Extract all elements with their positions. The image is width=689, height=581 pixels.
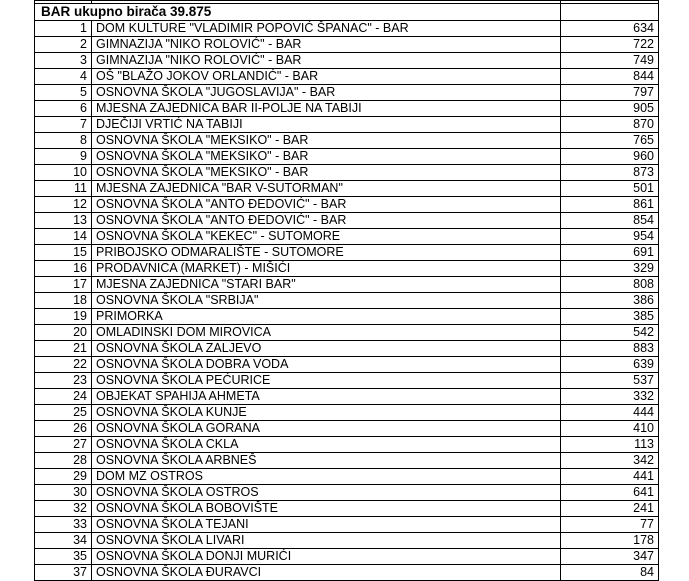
table-row: [35, 69, 659, 85]
row-number-cell: 5: [35, 85, 92, 101]
station-name-cell: OSNOVNA ŠKOLA "ANTO ĐEDOVIĆ" - BAR: [92, 213, 561, 229]
table-row: [35, 101, 659, 117]
table-row: [35, 341, 659, 357]
voter-count-cell: 634: [561, 21, 659, 37]
table-row: [35, 533, 659, 549]
station-name-cell: OSNOVNA ŠKOLA LIVARI: [92, 533, 561, 549]
table-row: [35, 21, 659, 37]
station-name-cell: OSNOVNA ŠKOLA ZALJEVO: [92, 341, 561, 357]
voter-count-cell: 386: [561, 293, 659, 309]
station-name-cell: PRODAVNICA (MARKET) - MIŠIĆI: [92, 261, 561, 277]
row-number-cell: 28: [35, 453, 92, 469]
voter-count-cell: 883: [561, 341, 659, 357]
row-number-cell: 29: [35, 469, 92, 485]
row-number-cell: 7: [35, 117, 92, 133]
voter-count-cell: 870: [561, 117, 659, 133]
header-empty-cell: [561, 4, 659, 21]
voter-count-cell: 639: [561, 357, 659, 373]
station-name-cell: MJESNA ZAJEDNICA "BAR V-SUTORMAN": [92, 181, 561, 197]
table-row: [35, 325, 659, 341]
table-row: [35, 245, 659, 261]
voter-count-cell: 444: [561, 405, 659, 421]
table-row: [35, 517, 659, 533]
voter-count-cell: 844: [561, 69, 659, 85]
table-row: [35, 53, 659, 69]
row-number-cell: 24: [35, 389, 92, 405]
table-row: [35, 277, 659, 293]
voter-count-cell: 954: [561, 229, 659, 245]
row-number-cell: 14: [35, 229, 92, 245]
station-name-cell: OSNOVNA ŠKOLA "ANTO ĐEDOVIĆ" - BAR: [92, 197, 561, 213]
table-row: [35, 469, 659, 485]
row-number-cell: 15: [35, 245, 92, 261]
voter-count-cell: 854: [561, 213, 659, 229]
row-number-cell: 11: [35, 181, 92, 197]
table-row: [35, 405, 659, 421]
voter-count-cell: 691: [561, 245, 659, 261]
table-row: [35, 549, 659, 565]
station-name-cell: MJESNA ZAJEDNICA "STARI BAR": [92, 277, 561, 293]
row-number-cell: 1: [35, 21, 92, 37]
table-row: [35, 373, 659, 389]
row-number-cell: 18: [35, 293, 92, 309]
voter-count-cell: 861: [561, 197, 659, 213]
table-row: [35, 501, 659, 517]
voter-count-cell: 960: [561, 149, 659, 165]
station-name-cell: OSNOVNA ŠKOLA OSTROS: [92, 485, 561, 501]
voter-count-cell: 84: [561, 565, 659, 581]
table-row: [35, 133, 659, 149]
table-row: [35, 85, 659, 101]
table-row: [35, 165, 659, 181]
voter-count-cell: 178: [561, 533, 659, 549]
voter-count-cell: 722: [561, 37, 659, 53]
row-number-cell: 13: [35, 213, 92, 229]
voter-count-cell: 385: [561, 309, 659, 325]
voter-count-cell: 765: [561, 133, 659, 149]
station-name-cell: OSNOVNA ŠKOLA KUNJE: [92, 405, 561, 421]
station-name-cell: OŠ "BLAŽO JOKOV ORLANDIĆ" - BAR: [92, 69, 561, 85]
table-row: [35, 181, 659, 197]
voter-count-cell: 441: [561, 469, 659, 485]
polling-stations-table: [34, 0, 659, 581]
table-row: [35, 149, 659, 165]
voter-count-cell: 641: [561, 485, 659, 501]
table-row: [35, 485, 659, 501]
voter-count-cell: 749: [561, 53, 659, 69]
table-row: [35, 197, 659, 213]
voter-count-cell: 808: [561, 277, 659, 293]
station-name-cell: DOM KULTURE "VLADIMIR POPOVIĆ ŠPANAC" - BAR: [92, 21, 561, 37]
table-row: [35, 437, 659, 453]
table-body: [35, 1, 659, 581]
station-name-cell: OMLADINSKI DOM MIROVICA: [92, 325, 561, 341]
row-number-cell: 30: [35, 485, 92, 501]
voter-count-cell: 347: [561, 549, 659, 565]
row-number-cell: 12: [35, 197, 92, 213]
voter-count-cell: 542: [561, 325, 659, 341]
voter-count-cell: 537: [561, 373, 659, 389]
station-name-cell: GIMNAZIJA "NIKO ROLOVIĆ" - BAR: [92, 53, 561, 69]
station-name-cell: OBJEKAT SPAHIJA AHMETA: [92, 389, 561, 405]
table-row: [35, 37, 659, 53]
row-number-cell: 2: [35, 37, 92, 53]
row-number-cell: 34: [35, 533, 92, 549]
voter-count-cell: 873: [561, 165, 659, 181]
station-name-cell: OSNOVNA ŠKOLA CKLA: [92, 437, 561, 453]
row-number-cell: 23: [35, 373, 92, 389]
row-number-cell: 3: [35, 53, 92, 69]
row-number-cell: 37: [35, 565, 92, 581]
station-name-cell: OSNOVNA ŠKOLA "KEKEC" - SUTOMORE: [92, 229, 561, 245]
station-name-cell: OSNOVNA ŠKOLA DOBRA VODA: [92, 357, 561, 373]
table-row: [35, 565, 659, 581]
station-name-cell: OSNOVNA ŠKOLA "MEKSIKO" - BAR: [92, 165, 561, 181]
station-name-cell: OSNOVNA ŠKOLA "MEKSIKO" - BAR: [92, 133, 561, 149]
row-number-cell: 25: [35, 405, 92, 421]
station-name-cell: OSNOVNA ŠKOLA "MEKSIKO" - BAR: [92, 149, 561, 165]
station-name-cell: OSNOVNA ŠKOLA "JUGOSLAVIJA" - BAR: [92, 85, 561, 101]
station-name-cell: DOM MZ OSTROS: [92, 469, 561, 485]
table-row: [35, 213, 659, 229]
table-row: [35, 357, 659, 373]
voter-count-cell: 905: [561, 101, 659, 117]
row-number-cell: 26: [35, 421, 92, 437]
voter-count-cell: 113: [561, 437, 659, 453]
station-name-cell: PRIMORKA: [92, 309, 561, 325]
voter-count-cell: 329: [561, 261, 659, 277]
station-name-cell: OSNOVNA ŠKOLA ARBNEŠ: [92, 453, 561, 469]
station-name-cell: OSNOVNA ŠKOLA DONJI MURIĆI: [92, 549, 561, 565]
station-name-cell: DJEČIJI VRTIĆ NA TABIJI: [92, 117, 561, 133]
table-row: [35, 453, 659, 469]
table-row: [35, 293, 659, 309]
voter-count-cell: 342: [561, 453, 659, 469]
station-name-cell: OSNOVNA ŠKOLA PEĆURICE: [92, 373, 561, 389]
station-name-cell: OSNOVNA ŠKOLA "SRBIJA": [92, 293, 561, 309]
row-number-cell: 10: [35, 165, 92, 181]
table-row: [35, 421, 659, 437]
station-name-cell: OSNOVNA ŠKOLA ĐURAVCI: [92, 565, 561, 581]
station-name-cell: GIMNAZIJA "NIKO ROLOVIĆ" - BAR: [92, 37, 561, 53]
voter-count-cell: 797: [561, 85, 659, 101]
row-number-cell: 4: [35, 69, 92, 85]
row-number-cell: 17: [35, 277, 92, 293]
voter-count-cell: 241: [561, 501, 659, 517]
table-row: [35, 261, 659, 277]
voter-count-cell: 77: [561, 517, 659, 533]
row-number-cell: 27: [35, 437, 92, 453]
row-number-cell: 9: [35, 149, 92, 165]
row-number-cell: 8: [35, 133, 92, 149]
voter-count-cell: 332: [561, 389, 659, 405]
row-number-cell: 19: [35, 309, 92, 325]
page-title: BAR ukupno birača 39.875: [35, 4, 561, 21]
table-header-row: [35, 4, 659, 21]
table-row: [35, 389, 659, 405]
row-number-cell: 35: [35, 549, 92, 565]
table-row: [35, 229, 659, 245]
station-name-cell: PRIBOJSKO ODMARALIŠTE - SUTOMORE: [92, 245, 561, 261]
table-row: [35, 309, 659, 325]
table-row: [35, 117, 659, 133]
station-name-cell: OSNOVNA ŠKOLA GORANA: [92, 421, 561, 437]
voter-count-cell: 501: [561, 181, 659, 197]
row-number-cell: 22: [35, 357, 92, 373]
station-name-cell: OSNOVNA ŠKOLA TEJANI: [92, 517, 561, 533]
row-number-cell: 6: [35, 101, 92, 117]
row-number-cell: 20: [35, 325, 92, 341]
voter-count-cell: 410: [561, 421, 659, 437]
station-name-cell: MJESNA ZAJEDNICA BAR II-POLJE NA TABIJI: [92, 101, 561, 117]
row-number-cell: 21: [35, 341, 92, 357]
row-number-cell: 16: [35, 261, 92, 277]
row-number-cell: 33: [35, 517, 92, 533]
row-number-cell: 32: [35, 501, 92, 517]
station-name-cell: OSNOVNA ŠKOLA BOBOVIŠTE: [92, 501, 561, 517]
